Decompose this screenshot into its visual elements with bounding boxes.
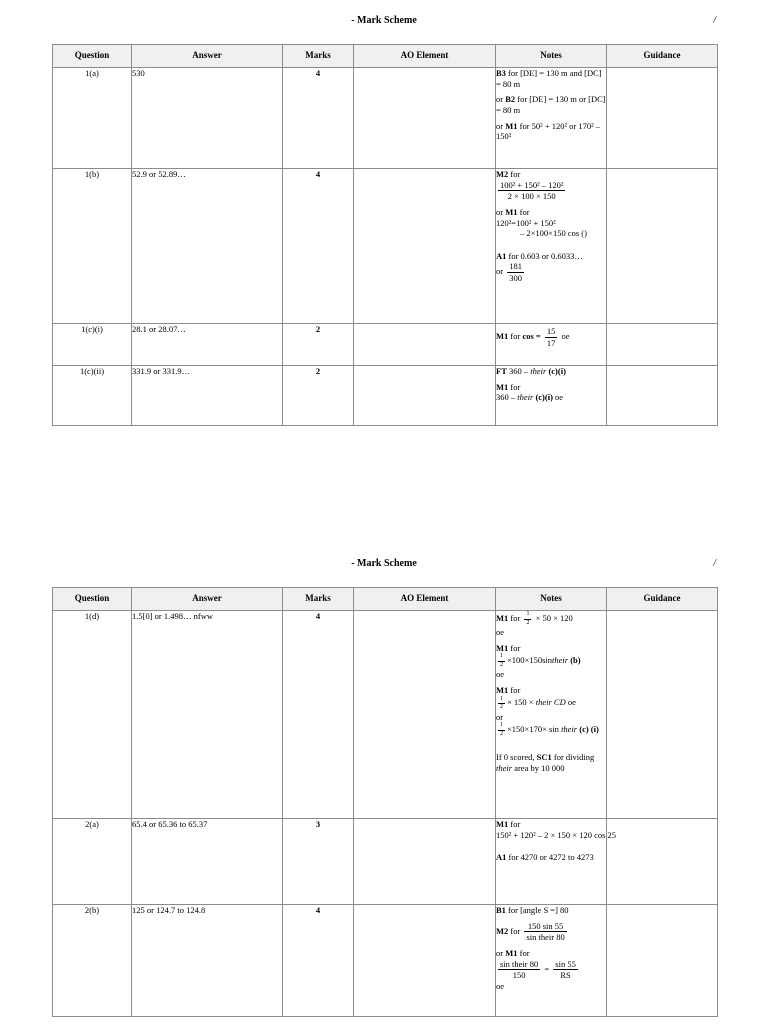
marks-cell: 2 xyxy=(283,324,354,366)
page-marker: / xyxy=(713,15,716,26)
question-cell: 1(b) xyxy=(53,169,132,324)
question-cell: 1(c)(i) xyxy=(53,324,132,366)
fraction: $\frac{1}{2}$ xyxy=(500,653,503,668)
guidance-cell xyxy=(607,68,718,169)
page-header-2 xyxy=(0,558,768,574)
page-header-1 xyxy=(0,15,768,31)
marks-cell: 4 xyxy=(283,169,354,324)
fraction: $\frac{\sin 55}{RS}$ xyxy=(555,958,576,981)
guidance-cell xyxy=(607,366,718,426)
ao-element-cell xyxy=(354,68,496,169)
fraction: $\frac{181}{300}$ xyxy=(509,261,522,283)
table-row xyxy=(53,366,718,426)
marks-cell: 4 xyxy=(283,611,354,819)
guidance-cell xyxy=(607,905,718,1017)
table-row xyxy=(53,905,718,1017)
table-row xyxy=(53,324,718,366)
answer-cell: 530 xyxy=(132,68,283,169)
question-cell: 1(a) xyxy=(53,68,132,169)
answer-cell: 125 or 124.7 to 124.8 xyxy=(132,905,283,1017)
column-header: Marks xyxy=(283,588,354,611)
page-title: - Mark Scheme xyxy=(351,558,417,569)
column-header: Question xyxy=(53,45,132,68)
table-header-row xyxy=(53,588,718,611)
notes-cell: B3 for [DE] = 130 m and [DC] = 80 m or B2 for [DE] = 130 m or [DC] = 80 m or M1 for 50² + 120² or 170² – 150² xyxy=(496,68,607,169)
ao-element-cell xyxy=(354,611,496,819)
notes-cell: M2 for $\frac{\text{100² + 150² – 120²}}{2 \times 100 \times 150}$ or M1 for 120²=100² + 150² – 2×100×150 cos () A1 for 0.603 or 0.6033… or $\frac{181}{300}$ xyxy=(496,169,607,324)
column-header: Notes xyxy=(496,588,607,611)
fraction: $\frac{1}{2}$ xyxy=(500,695,503,710)
page-marker: / xyxy=(713,558,716,569)
ao-element-cell xyxy=(354,819,496,905)
table-row xyxy=(53,819,718,905)
ao-element-cell xyxy=(354,905,496,1017)
fraction: $\frac{15}{17}$ xyxy=(546,326,556,348)
notes-cell: M1 for $\frac{1}{2}$ × 50 × 120 oe M1 for $\frac{1}{2}$ ×100×150sintheir (b) oe M1 for $\frac{1}{2}$ × 150 × their CD oe or $\frac{1}{2}$ ×150×170× sin their (c) (i) If 0 scored, SC1 for dividing their area by 10 000 xyxy=(496,611,607,819)
column-header: Guidance xyxy=(607,588,718,611)
table-row xyxy=(53,68,718,169)
ao-element-cell xyxy=(354,169,496,324)
notes-cell: M1 for 150² + 120² – 2 × 150 × 120 cos 25 A1 for 4270 or 4272 to 4273 xyxy=(496,819,607,905)
fraction: $\frac{\text{sin their 80}}{150}$ xyxy=(500,958,539,981)
column-header: Guidance xyxy=(607,45,718,68)
page-title: - Mark Scheme xyxy=(351,15,417,26)
mark-scheme-table-2 xyxy=(52,587,718,1017)
notes-cell: B1 for [angle S =] 80 M2 for $\frac{150 \sin 55}{\text{sin their 80}}$ or M1 for $\frac{\text{sin their 80}}{150}$ = $\frac{\sin 55}{RS}$ oe xyxy=(496,905,607,1017)
question-cell: 2(b) xyxy=(53,905,132,1017)
notes-cell: FT 360 – their (c)(i) M1 for 360 – their (c)(i) oe xyxy=(496,366,607,426)
column-header: Question xyxy=(53,588,132,611)
marks-cell: 3 xyxy=(283,819,354,905)
guidance-cell xyxy=(607,611,718,819)
column-header: Answer xyxy=(132,588,283,611)
question-cell: 1(d) xyxy=(53,611,132,819)
fraction: $\frac{1}{2}$ xyxy=(500,722,503,737)
fraction: $\frac{\text{100² + 150² – 120²}}{2 \times 100 \times 150}$ xyxy=(500,179,564,202)
table-header-row xyxy=(53,45,718,68)
ao-element-cell xyxy=(354,366,496,426)
guidance-cell xyxy=(607,819,718,905)
guidance-cell xyxy=(607,324,718,366)
column-header: AO Element xyxy=(354,588,496,611)
column-header: Notes xyxy=(496,45,607,68)
mark-scheme-table-1 xyxy=(52,44,718,426)
column-header: Marks xyxy=(283,45,354,68)
fraction: $\frac{150 \sin 55}{\text{sin their 80}}$ xyxy=(526,920,565,943)
answer-cell: 52.9 or 52.89… xyxy=(132,169,283,324)
question-cell: 1(c)(ii) xyxy=(53,366,132,426)
table-row xyxy=(53,611,718,819)
answer-cell: 1.5[0] or 1.498… nfww xyxy=(132,611,283,819)
notes-cell: M1 for cos = $\frac{15}{17}$ oe xyxy=(496,324,607,366)
marks-cell: 4 xyxy=(283,905,354,1017)
guidance-cell xyxy=(607,169,718,324)
question-cell: 2(a) xyxy=(53,819,132,905)
column-header: AO Element xyxy=(354,45,496,68)
table-row xyxy=(53,169,718,324)
answer-cell: 65.4 or 65.36 to 65.37 xyxy=(132,819,283,905)
column-header: Answer xyxy=(132,45,283,68)
fraction: $\frac{1}{2}$ xyxy=(526,611,530,626)
marks-cell: 4 xyxy=(283,68,354,169)
ao-element-cell xyxy=(354,324,496,366)
marks-cell: 2 xyxy=(283,366,354,426)
answer-cell: 28.1 or 28.07… xyxy=(132,324,283,366)
answer-cell: 331.9 or 331.9… xyxy=(132,366,283,426)
